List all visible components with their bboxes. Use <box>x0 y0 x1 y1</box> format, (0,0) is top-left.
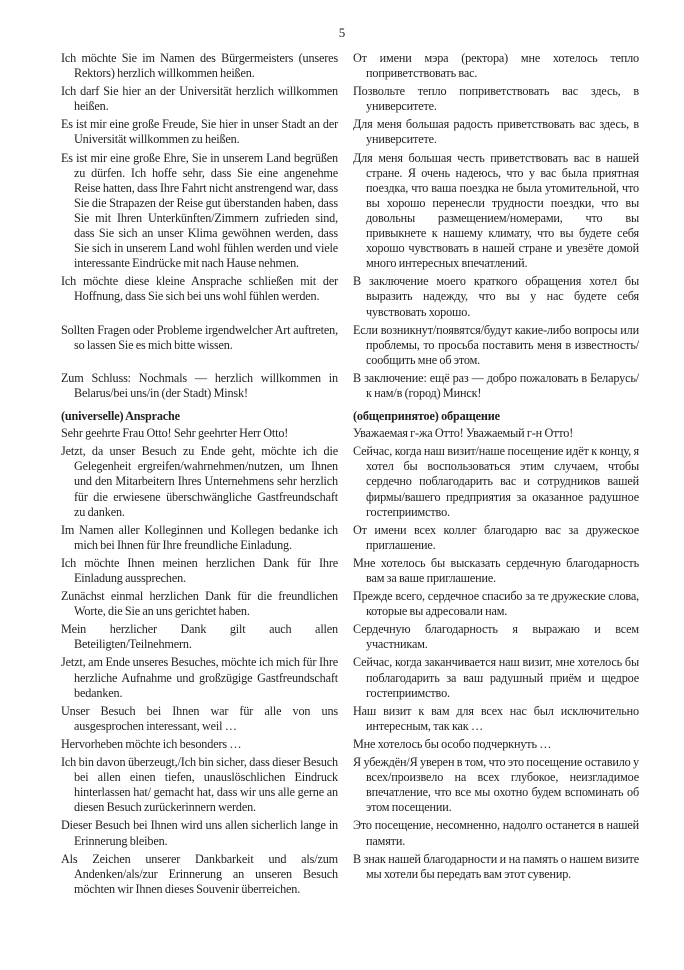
phrase-row <box>61 589 639 619</box>
russian-column-cell <box>353 818 639 848</box>
german-column-cell <box>61 755 338 815</box>
russian-column-cell <box>353 523 639 553</box>
russian-phrase: В заключение: ещё раз — добро пожаловать в Беларусь/к нам/в (город) Минск! <box>353 370 639 400</box>
german-section-heading: (universelle) Ansprache <box>61 409 180 424</box>
russian-phrase: Я убеждён/Я уверен в том, что это посещение оставило у всех/произвело на всех глубокое, неизгладимое впечатление, что все мы охотно будем вспоминать об этом посещении. <box>353 755 639 815</box>
german-phrase: Dieser Besuch bei Ihnen wird uns allen sicherlich lange in Erinnerung bleiben. <box>61 818 338 848</box>
russian-phrase: От имени мэра (ректора) мне хотелось тепло поприветствовать вас. <box>353 51 639 81</box>
german-phrase: Ich möchte Sie im Namen des Bürgermeisters (unseres Rektors) herzlich willkommen heißen. <box>61 51 338 81</box>
russian-column-cell <box>353 409 639 424</box>
german-column-cell <box>61 622 338 652</box>
phrase-row <box>61 444 639 519</box>
russian-phrase: Для меня большая радость приветствовать вас здесь, в университете. <box>353 117 639 147</box>
russian-phrase: В заключение моего краткого обращения хотел бы выразить надежду, что вы у нас будете себя чувствовать хорошо. <box>353 274 639 319</box>
german-phrase: Ich bin davon überzeugt,/Ich bin sicher, dass dieser Besuch bei allen einen tiefen, unauslöschlichen Eindruck hinterlassen hat/ gemacht hat, dass wir uns alle gerne an diesen Besuch zurückerinnern werden. <box>61 755 338 815</box>
german-phrase: Zunächst einmal herzlichen Dank für die freundlichen Worte, die Sie an uns gerichtet haben. <box>61 589 338 619</box>
german-phrase: Jetzt, da unser Besuch zu Ende geht, möchte ich die Gelegenheit ergreifen/wahrnehmen/nutzen, um Ihnen und den Mitarbeitern Ihres Unternehmens sehr herzlich für die erwiesene überschwängliche Gastfreundschaft zu danken. <box>61 444 338 519</box>
russian-column-cell <box>353 737 639 752</box>
russian-phrase: От имени всех коллег благодарю вас за дружеское приглашение. <box>353 522 639 552</box>
german-column-cell <box>61 323 338 368</box>
russian-column-cell <box>353 117 639 147</box>
russian-column-cell <box>353 51 639 81</box>
russian-phrase: Мне хотелось бы высказать сердечную благодарность вам за ваше приглашение. <box>353 555 639 585</box>
russian-phrase: Если возникнут/появятся/будут какие-либо вопросы или проблемы, то просьба поставить меня в известность/сообщить мне об этом. <box>353 322 639 367</box>
phrase-row <box>61 737 639 752</box>
german-column-cell <box>61 818 338 848</box>
russian-phrase: Прежде всего, сердечное спасибо за те дружеские слова, которые вы адресовали нам. <box>353 589 639 619</box>
german-phrase: Unser Besuch bei Ihnen war für alle von uns ausgesprochen interessant, weil … <box>61 703 338 733</box>
german-column-cell <box>61 523 338 553</box>
german-phrase: Zum Schluss: Nochmals — herzlich willkommen in Belarus/bei uns/in (der Stadt) Minsk! <box>61 370 338 400</box>
german-phrase: Sehr geehrte Frau Otto! Sehr geehrter Herr Otto! <box>61 426 289 441</box>
german-column-cell <box>61 84 338 114</box>
section-heading-row <box>61 409 639 424</box>
german-phrase: Es ist mir eine große Freude, Sie hier in unser Stadt an der Universität willkommen zu heißen. <box>61 117 338 147</box>
russian-phrase: Позвольте тепло поприветствовать вас здесь, в университете. <box>353 84 639 114</box>
phrase-row <box>61 371 639 401</box>
phrasebook-entries <box>61 51 639 900</box>
german-phrase: Als Zeichen unserer Dankbarkeit und als/zum Andenken/als/zur Erinnerung an unseren Besuch möchten wir Ihnen dieses Souvenir überreichen. <box>61 851 338 896</box>
german-phrase: Jetzt, am Ende unseres Besuches, möchte ich mich für Ihre herzliche Aufnahme und großzügige Gastfreundschaft bedanken. <box>61 655 338 700</box>
phrase-row <box>61 84 639 114</box>
phrase-row <box>61 852 639 897</box>
german-column-cell <box>61 655 338 700</box>
phrase-row <box>61 323 639 368</box>
phrase-row <box>61 117 639 147</box>
phrase-row <box>61 818 639 848</box>
russian-column-cell <box>353 704 639 734</box>
phrase-row <box>61 151 639 272</box>
phrase-row <box>61 426 639 441</box>
russian-column-cell <box>353 622 639 652</box>
russian-phrase: В знак нашей благодарности и на память о нашем визите мы хотели бы передать вам этот сувенир. <box>353 851 639 881</box>
russian-phrase: Сердечную благодарность я выражаю и всем участникам. <box>353 622 639 652</box>
phrase-row <box>61 655 639 700</box>
german-phrase: Ich darf Sie hier an der Universität herzlich willkommen heißen. <box>61 84 338 114</box>
russian-column-cell <box>353 323 639 368</box>
phrase-row <box>61 556 639 586</box>
phrase-row <box>61 704 639 734</box>
german-phrase: Hervorheben möchte ich besonders … <box>61 736 242 751</box>
russian-phrase: Уважаемая г-жа Отто! Уважаемый г-н Отто! <box>353 426 574 441</box>
german-phrase: Im Namen aller Kolleginnen und Kollegen bedanke ich mich bei Ihnen für Ihre freundliche Einladung. <box>61 522 338 552</box>
russian-column-cell <box>353 852 639 897</box>
russian-column-cell <box>353 274 639 319</box>
russian-phrase: Наш визит к вам для всех нас был исключительно интересным, так как … <box>353 703 639 733</box>
german-column-cell <box>61 737 338 752</box>
german-column-cell <box>61 274 338 319</box>
russian-column-cell <box>353 444 639 519</box>
russian-column-cell <box>353 151 639 272</box>
german-column-cell <box>61 426 338 441</box>
phrase-row <box>61 755 639 815</box>
german-phrase: Mein herzlicher Dank gilt auch allen Beteiligten/Teilnehmern. <box>61 622 338 652</box>
russian-phrase: Мне хотелось бы особо подчеркнуть … <box>353 736 552 751</box>
russian-column-cell <box>353 426 639 441</box>
russian-phrase: Это посещение, несомненно, надолго останется в нашей памяти. <box>353 818 639 848</box>
russian-phrase: Сейчас, когда наш визит/наше посещение идёт к концу, я хотел бы воспользоваться этим случаем, чтобы сердечно поблагодарить вас и сотрудников вашей фирмы/вашего предприятия за оказанное радушное гостеприимство. <box>353 444 639 519</box>
german-column-cell <box>61 852 338 897</box>
german-column-cell <box>61 409 338 424</box>
russian-section-heading: (общепринятое) обращение <box>353 409 500 424</box>
phrase-row <box>61 622 639 652</box>
russian-column-cell <box>353 84 639 114</box>
phrase-row <box>61 274 639 319</box>
russian-column-cell <box>353 589 639 619</box>
phrase-row <box>61 51 639 81</box>
russian-phrase: Для меня большая честь приветствовать вас в нашей стране. Я очень надеюсь, что у вас была приятная поездка, что ваша поездка не была утомительной, что вы хорошо перенесли трудности поездки, что вы довольны размещением/номерами, что вы привыкнете к нашему климату, что вы будете себя хорошо чувствовать в нашей стране и увезёте домой много интересных впечатлений. <box>353 150 639 271</box>
german-column-cell <box>61 151 338 272</box>
phrase-row <box>61 523 639 553</box>
german-phrase: Es ist mir eine große Ehre, Sie in unserem Land begrüßen zu dürfen. Ich hoffe sehr, dass Sie eine angenehme Reise hatten, dass Ihre Fahrt nicht anstrengend war, dass Sie die Strapazen der Reise gut überstanden haben, dass Sie mit Ihren Unterkünften/Zimmern zufrieden sind, dass Sie sich an unser Klima gewöhnen werden, dass Sie sich in unserem Land wohl fühlen werden und viele interessante Eindrücke mit nach Hause nehmen. <box>61 150 338 271</box>
german-column-cell <box>61 117 338 147</box>
russian-column-cell <box>353 655 639 700</box>
russian-column-cell <box>353 556 639 586</box>
german-column-cell <box>61 589 338 619</box>
russian-column-cell <box>353 371 639 401</box>
german-column-cell <box>61 704 338 734</box>
german-phrase: Sollten Fragen oder Probleme irgendwelcher Art auftreten, so lassen Sie es mich bitte wissen. <box>61 322 338 352</box>
russian-phrase: Сейчас, когда заканчивается наш визит, мне хотелось бы поблагодарить за ваш радушный приём и щедрое гостеприимство. <box>353 655 639 700</box>
german-phrase: Ich möchte Ihnen meinen herzlichen Dank für Ihre Einladung aussprechen. <box>61 555 338 585</box>
german-column-cell <box>61 51 338 81</box>
german-column-cell <box>61 556 338 586</box>
german-phrase: Ich möchte diese kleine Ansprache schließen mit der Hoffnung, dass Sie sich bei uns wohl fühlen werden. <box>61 274 338 304</box>
page-number: 5 <box>338 25 346 40</box>
russian-column-cell <box>353 755 639 815</box>
german-column-cell <box>61 371 338 401</box>
german-column-cell <box>61 444 338 519</box>
